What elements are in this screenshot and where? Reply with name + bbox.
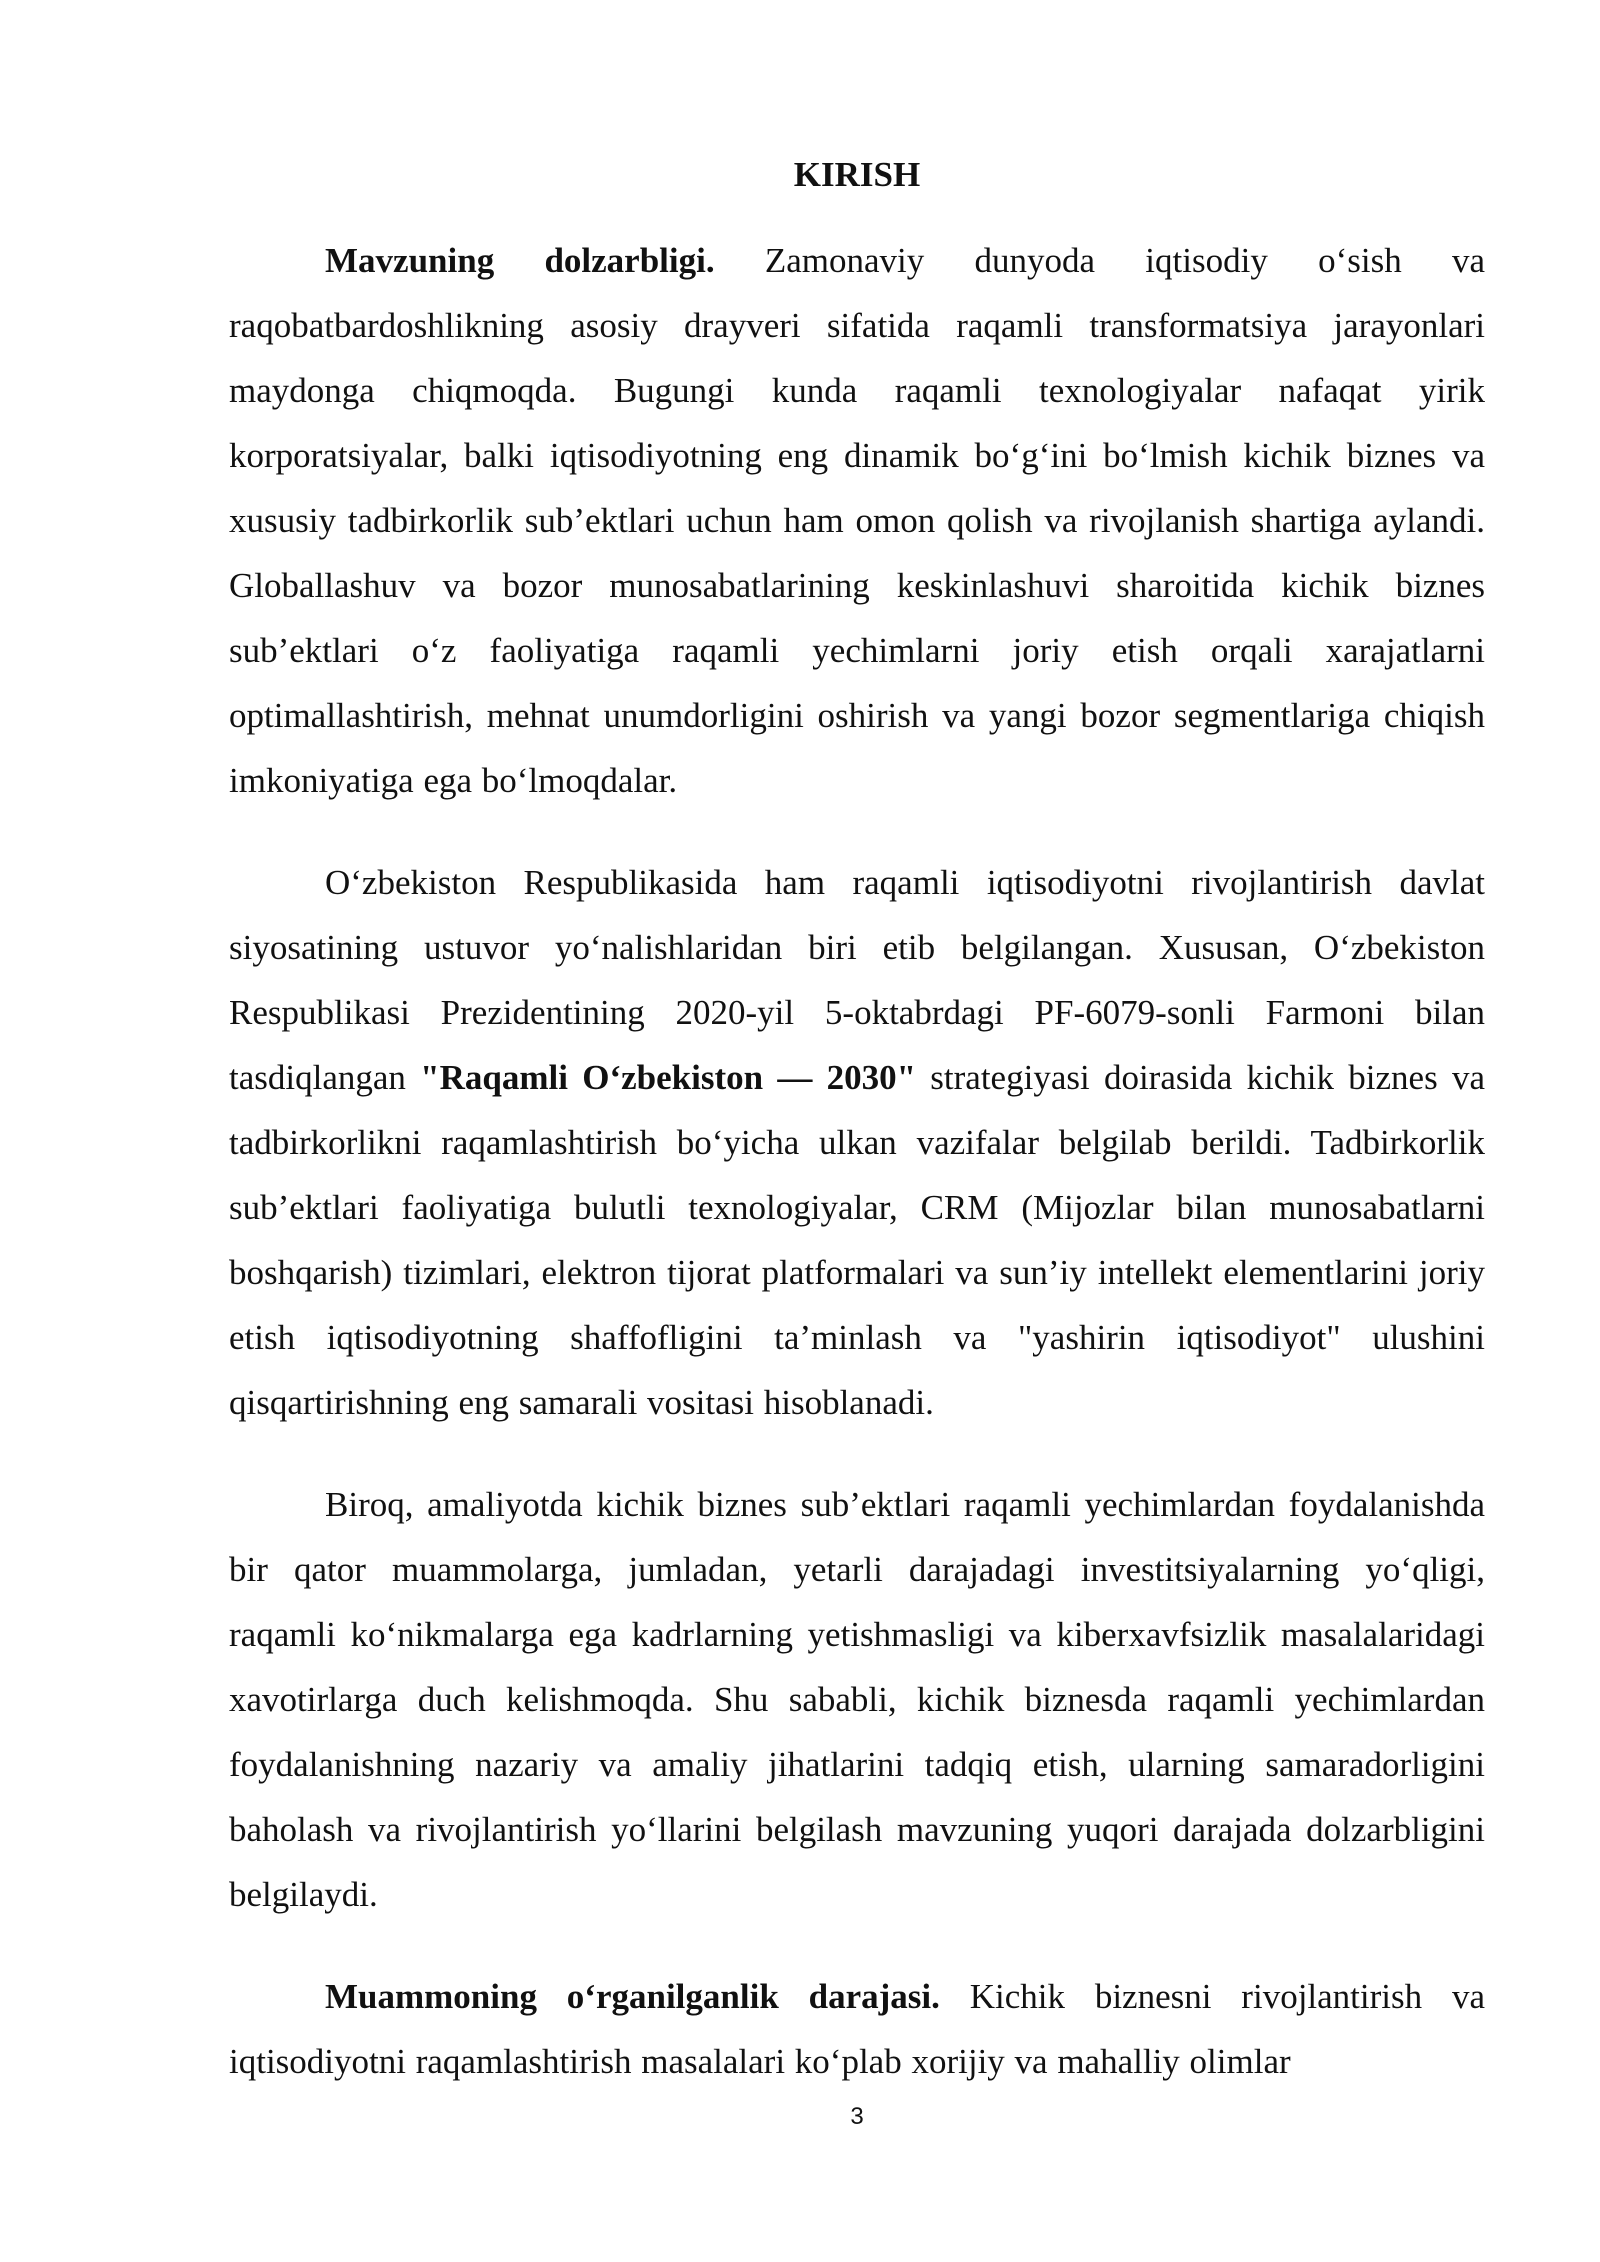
paragraph-problems (229, 1472, 1485, 1927)
section-heading-wrap (229, 150, 1485, 200)
paragraph-text-research-degree: Kichik biznesni rivojlantirish va iqtisodiyotni raqamlashtirish masalalari ko‘plab xorijiy va mahalliy olimlar (229, 1977, 1485, 2081)
page-number: 3 (850, 2103, 864, 2130)
paragraph-state-policy (229, 850, 1485, 1435)
paragraph-relevance (229, 228, 1485, 813)
section-heading: KIRISH (793, 155, 921, 194)
paragraph-text-relevance: Zamonaviy dunyoda iqtisodiy o‘sish va raqobatbardoshlikning asosiy drayveri sifatida raqamli transformatsiya jarayonlari maydonga chiqmoqda. Bugungi kunda raqamli texnologiyalar nafaqat yirik korporatsiyalar, balki iqtisodiyotning eng dinamik bo‘g‘ini bo‘lmish kichik biznes va xususiy tadbirkorlik sub’ektlari uchun ham omon qolish va rivojlanish shartiga aylandi. Globallashuv va bozor munosabatlarining keskinlashuvi sharoitida kichik biznes sub’ektlari o‘z faoliyatiga raqamli yechimlarni joriy etish orqali xarajatlarni optimallashtirish, mehnat unumdorligini oshirish va yangi bozor segmentlariga chiqish imkoniyatiga ega bo‘lmoqdalar. (229, 241, 1485, 800)
paragraph-text-problems: Biroq, amaliyotda kichik biznes sub’ektlari raqamli yechimlardan foydalanishda bir qator muammolarga, jumladan, yetarli darajadagi investitsiyalarning yo‘qligi, raqamli ko‘nikmalarga ega kadrlarning yetishmasligi va kiberxavfsizlik masalalaridagi xavotirlarga duch kelishmoqda. Shu sababli, kichik biznesda raqamli yechimlardan foydalanishning nazariy va amaliy jihatlarini tadqiq etish, ularning samaradorligini baholash va rivojlantirish yo‘llarini belgilash mavzuning yuqori darajada dolzarbligini belgilaydi. (229, 1485, 1485, 1914)
document-body (229, 228, 1485, 2094)
paragraph-lead-research-degree: Muammoning o‘rganilganlik darajasi. (325, 1977, 940, 2016)
paragraph-text-state-policy-after: strategiyasi doirasida kichik biznes va tadbirkorlikni raqamlashtirish bo‘yicha ulkan vazifalar belgilab berildi. Tadbirkorlik sub’ektlari faoliyatiga bulutli texnologiyalar, CRM (Mijozlar bilan munosabatlarni boshqarish) tizimlari, elektron tijorat platformalari va sun’iy intellekt elementlarini joriy etish iqtisodiyotning shaffofligini ta’minlash va "yashirin iqtisodiyot" ulushini qisqartirishning eng samarali vositasi hisoblanadi. (229, 1058, 1485, 1422)
paragraph-research-degree (229, 1964, 1485, 2094)
paragraph-lead-relevance: Mavzuning dolzarbligi. (325, 241, 715, 280)
strategy-title: "Raqamli O‘zbekiston — 2030" (420, 1058, 917, 1097)
paragraph-text-state-policy-before: O‘zbekiston Respublikasida ham raqamli iqtisodiyotni rivojlantirish davlat siyosatining ustuvor yo‘nalishlaridan biri etib belgilangan. Xususan, O‘zbekiston Respublikasi Prezidentining 2020-yil 5-oktabrdagi PF-6079-sonli Farmoni bilan tasdiqlangan (229, 863, 1485, 1097)
